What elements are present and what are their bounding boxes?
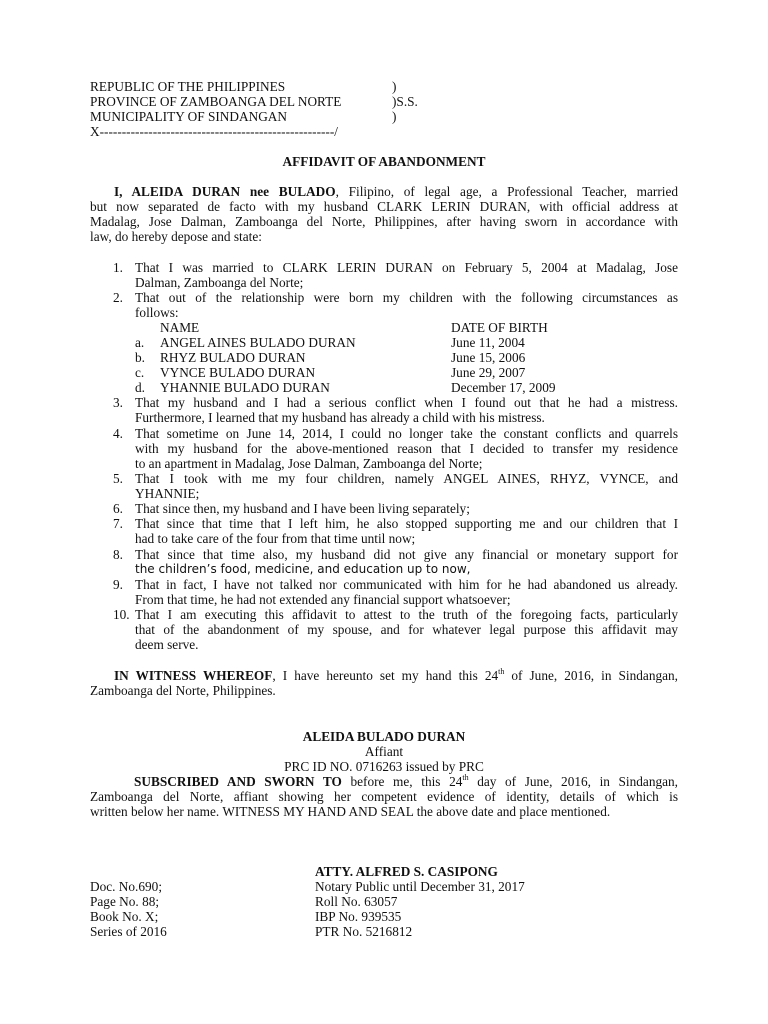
witness-line-1-end: of June, 2016, in Sindangan, <box>504 668 678 683</box>
witness-whereof: IN WITNESS WHEREOF <box>114 668 273 683</box>
item-2-line-2: follows: <box>135 305 179 320</box>
caption-ss: )S.S. <box>392 94 418 109</box>
child-name: VYNCE BULADO DURAN <box>160 365 316 380</box>
caption-rule: X-----------------------------------------------------/ <box>90 124 338 139</box>
child-name: RHYZ BULADO DURAN <box>160 350 306 365</box>
caption-republic: REPUBLIC OF THE PHILIPPINES <box>90 79 286 94</box>
item-8-number: 8. <box>113 547 123 562</box>
item-9-line-1: That in fact, I have not talked nor communicated with him for he had abandoned us already. <box>135 577 678 592</box>
item-3-number: 3. <box>113 395 123 410</box>
notary-name: ATTY. ALFRED S. CASIPONG <box>315 864 498 879</box>
item-5-number: 5. <box>113 471 123 486</box>
item-6-line-1: That since then, my husband and I have been living separately; <box>135 501 470 516</box>
caption-municipality: MUNICIPALITY OF SINDANGAN <box>90 109 287 124</box>
item-4-line-3: to an apartment in Madalag, Jose Dalman, Zamboanga del Norte; <box>135 456 483 471</box>
item-10-line-3: deem serve. <box>135 637 199 652</box>
child-letter: c. <box>135 365 145 380</box>
item-4-line-1: That sometime on June 14, 2014, I could no longer take the constant conflicts and quarrels <box>135 426 678 441</box>
item-3-line-2: Furthermore, I learned that my husband has already a child with his mistress. <box>135 410 545 425</box>
item-7-number: 7. <box>113 516 123 531</box>
affiant-prc-id: PRC ID NO. 0716263 issued by PRC <box>284 759 484 774</box>
affiant-role: Affiant <box>364 744 404 759</box>
witness-line-2: Zamboanga del Norte, Philippines. <box>90 683 276 698</box>
child-name: ANGEL AINES BULADO DURAN <box>160 335 356 350</box>
item-5-line-1: That I took with me my four children, namely ANGEL AINES, RHYZ, VYNCE, and <box>135 471 678 486</box>
intro-line-1 <box>90 184 678 199</box>
ibp-number: IBP No. 939535 <box>315 909 402 924</box>
item-10-line-2: that of the abandonment of my spouse, and for whatever legal purpose this affidavit may <box>135 622 678 637</box>
item-1-line-2: Dalman, Zamboanga del Norte; <box>135 275 304 290</box>
jurat-line-1 <box>90 774 678 789</box>
item-4-line-2: with my husband for the above-mentioned reason that I decided to transfer my residence <box>135 441 678 456</box>
item-10-line-1: That I am executing this affidavit to attest to the truth of the foregoing facts, particularly <box>135 607 678 622</box>
child-dob: June 11, 2004 <box>451 335 525 350</box>
child-dob: June 15, 2006 <box>451 350 526 365</box>
item-5-line-2: YHANNIE; <box>135 486 200 501</box>
child-letter: b. <box>135 350 145 365</box>
jurat-date-suffix: th <box>462 772 469 782</box>
child-dob: June 29, 2007 <box>451 365 526 380</box>
item-7-line-2: had to take care of the four from that time until now; <box>135 531 416 546</box>
item-9-line-2: From that time, he had not extended any financial support whatsoever; <box>135 592 511 607</box>
intro-line-4: law, do hereby depose and state: <box>90 229 262 244</box>
child-name: YHANNIE BULADO DURAN <box>160 380 330 395</box>
jurat-line-2: Zamboanga del Norte, affiant showing her competent evidence of identity, details of which is <box>90 789 678 804</box>
item-9-number: 9. <box>113 577 123 592</box>
jurat-line-1-text: before me, this 24 <box>341 774 463 789</box>
page-number: Page No. 88; <box>90 894 160 909</box>
book-number: Book No. X; <box>90 909 159 924</box>
intro-line-2: but now separated de facto with my husband CLARK LERIN DURAN, with official address at <box>90 199 678 214</box>
doc-number: Doc. No.690; <box>90 879 163 894</box>
item-8-line-2: the children’s food, medicine, and education up to now, <box>135 562 471 576</box>
roll-number: Roll No. 63057 <box>315 894 398 909</box>
caption-paren-3: ) <box>392 109 397 124</box>
notary-commission: Notary Public until December 31, 2017 <box>315 879 525 894</box>
caption-paren-1: ) <box>392 79 397 94</box>
item-10-number: 10. <box>113 607 130 622</box>
item-3-line-1: That my husband and I had a serious conflict when I found out that he had a mistress. <box>135 395 678 410</box>
item-1-number: 1. <box>113 260 123 275</box>
item-8-line-1: That since that time also, my husband did not give any financial or monetary support for <box>135 547 678 562</box>
jurat-line-1-end: day of June, 2016, in Sindangan, <box>468 774 678 789</box>
witness-line-1 <box>90 668 678 683</box>
witness-date-suffix: th <box>498 666 505 676</box>
jurat-line-3: written below her name. WITNESS MY HAND AND SEAL the above date and place mentioned. <box>90 804 611 819</box>
child-letter: a. <box>135 335 145 350</box>
item-6-number: 6. <box>113 501 123 516</box>
intro-line-3: Madalag, Jose Dalman, Zamboanga del Norte, Philippines, after having sworn in accordance with <box>90 214 678 229</box>
series-year: Series of 2016 <box>90 924 167 939</box>
item-7-line-1: That since that time that I left him, he also stopped supporting me and our children that I <box>135 516 678 531</box>
item-2-line-1: That out of the relationship were born my children with the following circumstances as <box>135 290 678 305</box>
affiant-signature-name: ALEIDA BULADO DURAN <box>302 729 466 744</box>
item-2-number: 2. <box>113 290 123 305</box>
ptr-number: PTR No. 5216812 <box>315 924 413 939</box>
affiant-name-intro: I, ALEIDA DURAN nee BULADO <box>114 184 336 199</box>
intro-line-1-text: , Filipino, of legal age, a Professional Teacher, married <box>335 184 678 199</box>
child-dob: December 17, 2009 <box>451 380 556 395</box>
children-header-name: NAME <box>160 320 200 335</box>
subscribed-sworn: SUBSCRIBED AND SWORN TO <box>134 774 342 789</box>
item-1-line-1: That I was married to CLARK LERIN DURAN on February 5, 2004 at Madalag, Jose <box>135 260 678 275</box>
caption-province: PROVINCE OF ZAMBOANGA DEL NORTE <box>90 94 342 109</box>
children-header-dob: DATE OF BIRTH <box>451 320 548 335</box>
item-4-number: 4. <box>113 426 123 441</box>
witness-line-1-text: , I have hereunto set my hand this 24 <box>272 668 499 683</box>
document-title: AFFIDAVIT OF ABANDONMENT <box>282 154 486 169</box>
child-letter: d. <box>135 380 145 395</box>
